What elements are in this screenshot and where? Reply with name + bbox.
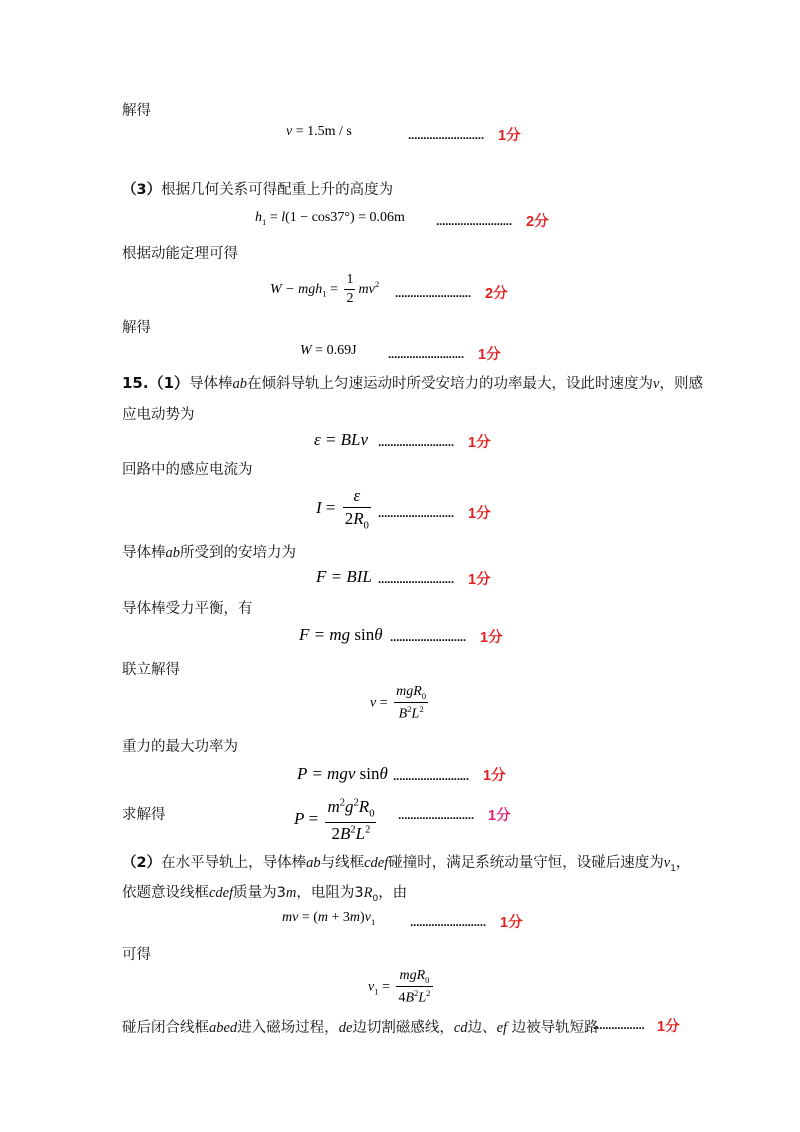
equation-power-result: P = $\frac{m^2g^2R_0}{2B^2L^2}$ bbox=[294, 797, 375, 843]
score-label: 1分 bbox=[468, 435, 491, 451]
equation-v-result: v = $\frac{mgR_0}{B^2L^2}$ bbox=[370, 684, 427, 722]
equation-power: P = mgv sinθ bbox=[297, 764, 388, 783]
dot-leader: ......................... bbox=[393, 769, 469, 783]
dot-leader: ......................... bbox=[390, 630, 466, 644]
text-question-15: 15.（1）导体棒ab在倾斜导轨上匀速运动时所受安培力的功率最大，设此时速度为v，则感 bbox=[122, 374, 703, 392]
text-part-3: （3）根据几何关系可得配重上升的高度为 bbox=[122, 182, 394, 198]
equation-v1-result: $v_1$ = $\frac{mgR_0}{4B^2L^2}$ bbox=[368, 968, 431, 1006]
equation-force-mg: F = mg sinθ bbox=[299, 625, 383, 644]
dot-leader: ......................... bbox=[378, 572, 454, 586]
score-label: 2分 bbox=[485, 286, 508, 302]
equation-emf: ε = BLv bbox=[314, 430, 369, 449]
score-label: 1分 bbox=[468, 506, 491, 522]
equation-momentum: mv = $(m + 3m)v_1$ bbox=[282, 910, 376, 927]
score-label: 2分 bbox=[526, 214, 549, 230]
text-ampere-force: 导体棒ab所受到的安培力为 bbox=[122, 545, 296, 561]
equation-v-value: v = 1.5m / s bbox=[286, 124, 352, 139]
text-jiede-1: 解得 bbox=[122, 103, 151, 119]
dot-leader: ......................... bbox=[410, 915, 486, 929]
dot-leader: ................. bbox=[593, 1018, 645, 1032]
text-kede: 可得 bbox=[122, 947, 151, 963]
dot-leader: ......................... bbox=[388, 347, 464, 361]
text-induced-current: 回路中的感应电流为 bbox=[122, 462, 253, 478]
score-label: 1分 bbox=[478, 347, 501, 363]
dot-leader: ......................... bbox=[398, 808, 474, 822]
equation-W-value: W = 0.69J bbox=[300, 343, 357, 358]
text-qiujiede: 求解得 bbox=[122, 807, 166, 823]
equation-current: I = $\frac{\varepsilon}{2R_0}$ bbox=[316, 486, 369, 531]
text-part-2: （2）在水平导轨上，导体棒ab与线框cdef碰撞时，满足系统动量守恒，设碰后速度为$v_1$， bbox=[122, 855, 691, 874]
text-kinetic-energy-theorem: 根据动能定理可得 bbox=[122, 246, 238, 262]
text-jiede-2: 解得 bbox=[122, 320, 151, 336]
text-force-balance: 导体棒受力平衡，有 bbox=[122, 601, 253, 617]
dot-leader: ......................... bbox=[395, 286, 471, 300]
text-lianli: 联立解得 bbox=[122, 662, 180, 678]
score-label: 1分 bbox=[488, 808, 511, 824]
dot-leader: ......................... bbox=[378, 506, 454, 520]
dot-leader: ......................... bbox=[436, 214, 512, 228]
score-label: 1分 bbox=[468, 572, 491, 588]
text-question-15-cont: 应电动势为 bbox=[122, 407, 195, 423]
text-part-2-cont: 依题意设线框cdef质量为3m，电阻为$3R_0$，由 bbox=[122, 885, 408, 904]
equation-force-BIL: F = BIL bbox=[316, 567, 372, 586]
score-label: 1分 bbox=[480, 630, 503, 646]
score-label: 1分 bbox=[657, 1019, 680, 1035]
dot-leader: ......................... bbox=[378, 435, 454, 449]
equation-h1: $h_1 = l(1 - \cos 37^\circ) = 0.06m$ bbox=[255, 210, 405, 227]
equation-work-energy: W − mgh$_1$ = $\frac{1}{2}$ $mv^2$ bbox=[270, 272, 380, 307]
text-max-power: 重力的最大功率为 bbox=[122, 739, 238, 755]
score-label: 1分 bbox=[498, 128, 521, 144]
score-label: 1分 bbox=[483, 768, 506, 784]
text-last-line: 碰后闭合线框abed进入磁场过程，de边切割磁感线，cd边、ef 边被导轨短路 bbox=[122, 1020, 599, 1036]
score-label: 1分 bbox=[500, 915, 523, 931]
dot-leader: ......................... bbox=[408, 128, 484, 142]
